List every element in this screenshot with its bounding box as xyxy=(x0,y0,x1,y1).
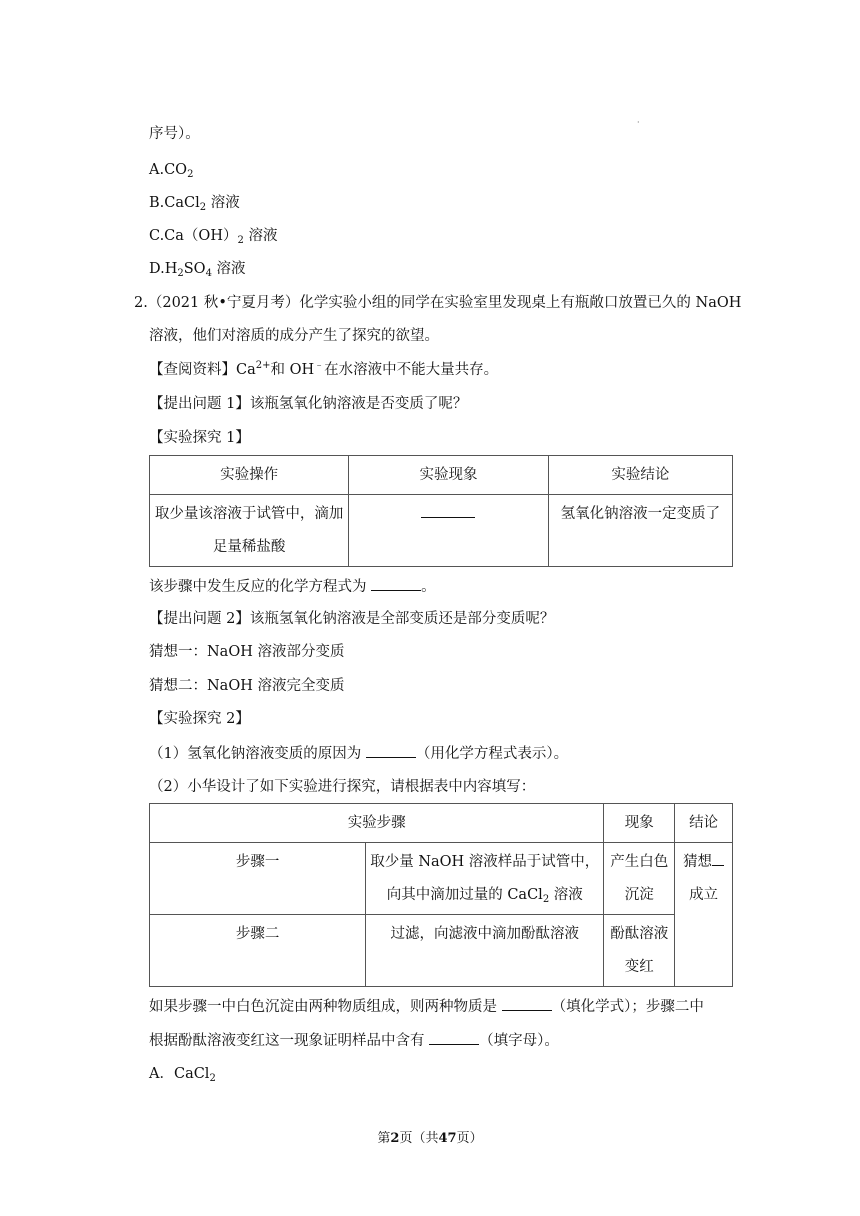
answer-blank xyxy=(366,743,416,758)
table1-header-phenomenon: 实验现象 xyxy=(349,456,548,495)
table2-header-phenomenon: 现象 xyxy=(604,804,675,843)
question-2-line2: 溶液，他们对溶质的成分产生了探究的欲望。 xyxy=(149,328,439,344)
experiment-1-heading: 【实验探究 1】 xyxy=(149,430,250,446)
experiment-2-heading: 【实验探究 2】 xyxy=(149,711,250,727)
table2-step1-desc: 取少量 NaOH 溶液样品于试管中， 向其中滴加过量的 CaCl$_2$ 溶液 xyxy=(366,843,604,915)
guess-one: 猜想一：NaOH 溶液部分变质 xyxy=(149,644,345,660)
table2-step2-label: 步骤二 xyxy=(150,915,366,987)
equation-line: 该步骤中发生反应的化学方程式为 。 xyxy=(149,576,436,597)
option-d: $D.H_2SO_4$ 溶液 xyxy=(149,261,246,279)
experiment-1-table xyxy=(149,455,733,567)
result-line-1: 如果步骤一中白色沉淀由两种物质组成，则两种物质是 （填化学式）；步骤二中 xyxy=(149,996,704,1017)
page-total: 47 xyxy=(438,1131,457,1146)
table2-step1-label: 步骤一 xyxy=(150,843,366,915)
table2-step1-phenomenon: 产生白色 沉淀 xyxy=(604,843,675,915)
option-c: $C.Ca(OH)_2$ 溶液 xyxy=(149,228,278,246)
option-a: $A.CO_2$ xyxy=(149,162,194,180)
table1-header-conclusion: 实验结论 xyxy=(548,456,732,495)
table2-header-conclusion: 结论 xyxy=(675,804,733,843)
page-number: 2 xyxy=(390,1131,400,1146)
table1-phenomenon-cell xyxy=(349,495,548,567)
question-2-line1: 2.（2021 秋•宁夏月考）化学实验小组的同学在实验室里发现桌上有瓶敞口放置已久的 NaOH xyxy=(134,295,742,311)
table1-operation-cell: 取少量该溶液于试管中，滴加 足量稀盐酸 xyxy=(150,495,349,567)
guess-two: 猜想二：NaOH 溶液完全变质 xyxy=(149,678,345,694)
question-2-heading: 【提出问题 2】该瓶氢氧化钠溶液是全部变质还是部分变质呢？ xyxy=(149,611,555,627)
stray-dot: · xyxy=(637,118,640,127)
table2-step2-phenomenon: 酚酞溶液 变红 xyxy=(604,915,675,987)
experiment-2-table xyxy=(149,803,733,987)
table2-step2-desc: 过滤，向滤液中滴加酚酞溶液 xyxy=(366,915,604,987)
choice-a: A．CaCl$_2$ xyxy=(149,1066,216,1084)
text-line: 序号）。 xyxy=(149,126,200,142)
table2-header-steps: 实验步骤 xyxy=(150,804,604,843)
answer-blank xyxy=(502,996,552,1011)
sub-question-2: （2）小华设计了如下实验进行探究，请根据表中内容填写： xyxy=(149,779,536,795)
result-line-2: 根据酚酞溶液变红这一现象证明样品中含有 （填字母）。 xyxy=(149,1030,559,1051)
table2-conclusion-cell: 猜想 成立 xyxy=(675,843,733,987)
answer-blank xyxy=(421,503,475,518)
answer-blank xyxy=(712,851,724,866)
page-footer: 第2页（共47页） xyxy=(377,1131,483,1146)
table1-conclusion-cell: 氢氧化钠溶液一定变质了 xyxy=(548,495,732,567)
question-1-line: 【提出问题 1】该瓶氢氧化钠溶液是否变质了呢？ xyxy=(149,396,468,412)
sub-question-1: （1）氢氧化钠溶液变质的原因为 （用化学方程式表示）。 xyxy=(149,743,568,764)
answer-blank xyxy=(429,1030,479,1045)
option-b: B.CaCl$_2$ 溶液 xyxy=(149,195,240,213)
info-line: 【查阅资料】$Ca^{2+}$和 OH﹣在水溶液中不能大量共存。 xyxy=(149,360,499,378)
table1-header-operation: 实验操作 xyxy=(150,456,349,495)
answer-blank xyxy=(371,576,421,591)
